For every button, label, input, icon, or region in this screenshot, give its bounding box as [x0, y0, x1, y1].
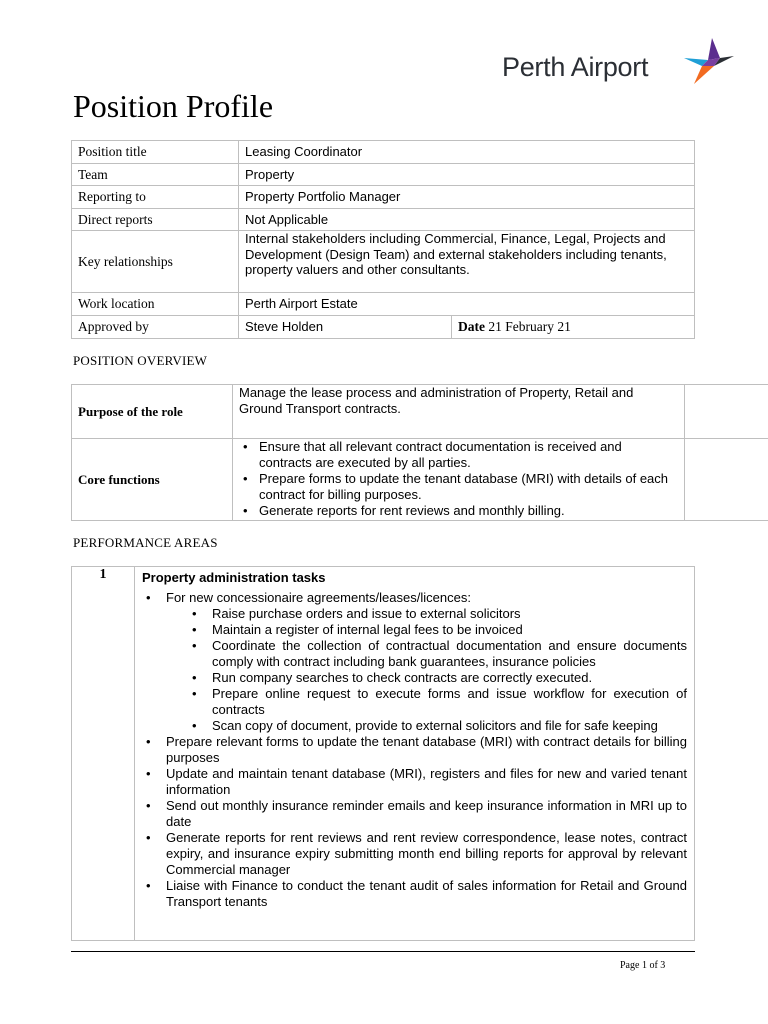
date-label: Date: [458, 319, 485, 334]
empty-cell: [685, 385, 768, 439]
sub-list-item: • Prepare online request to execute forms and issue workflow for execution of contracts: [212, 686, 687, 718]
sub-task-list: [166, 606, 687, 734]
section-heading-performance: PERFORMANCE AREAS: [73, 535, 218, 550]
page-title: Position Profile: [73, 88, 274, 124]
row-value: Leasing Coordinator: [239, 141, 695, 164]
row-value: Property: [239, 164, 695, 186]
list-item: • Generate reports for rent reviews and rent review correspondence, lease notes, contract expiry, and insurance expiry submitting month end billing reports for approval by relevant Commercial manager: [166, 830, 687, 878]
table-row: [72, 293, 695, 316]
row-label: Team: [72, 164, 239, 186]
table-row: [72, 164, 695, 186]
list-item: • Prepare relevant forms to update the tenant database (MRI) with contract details for billing purposes: [166, 734, 687, 766]
purpose-label: Purpose of the role: [72, 385, 233, 439]
performance-table: [71, 566, 695, 941]
row-label: Approved by: [72, 316, 239, 339]
sub-list-item: • Coordinate the collection of contractual documentation and ensure documents comply with contract including bank guarantees, insurance policies: [212, 638, 687, 670]
position-info-table: [71, 140, 695, 339]
row-label: Reporting to: [72, 186, 239, 209]
purpose-text: Manage the lease process and administration of Property, Retail and Ground Transport contracts.: [233, 385, 685, 439]
list-item-text: For new concessionaire agreements/leases/licences:: [166, 590, 471, 605]
approval-date: [452, 316, 695, 339]
list-item: • Send out monthly insurance reminder emails and keep insurance information in MRI up to date: [166, 798, 687, 830]
date-value: 21 February 21: [488, 319, 571, 334]
row-label: Work location: [72, 293, 239, 316]
overview-table: [71, 384, 768, 521]
core-functions-list: [239, 439, 678, 519]
sub-list-item: • Maintain a register of internal legal fees to be invoiced: [212, 622, 687, 638]
row-label: Key relationships: [72, 231, 239, 293]
perth-airport-logo: [500, 36, 740, 92]
row-value: Perth Airport Estate: [239, 293, 695, 316]
table-row: [72, 567, 695, 941]
table-row: [72, 209, 695, 231]
table-row: [72, 439, 768, 521]
logo-text: Perth Airport: [502, 52, 649, 82]
area-tasks: [142, 590, 687, 910]
list-item: • Liaise with Finance to conduct the tenant audit of sales information for Retail and Ground Transport tenants: [166, 878, 687, 910]
core-label: Core functions: [72, 439, 233, 521]
table-row: [72, 231, 695, 293]
section-heading-overview: POSITION OVERVIEW: [73, 353, 208, 368]
sub-list-item: • Raise purchase orders and issue to external solicitors: [212, 606, 687, 622]
list-item: • Ensure that all relevant contract documentation is received and contracts are executed by all parties.: [259, 439, 678, 471]
sub-list-item: • Run company searches to check contracts are correctly executed.: [212, 670, 687, 686]
table-row: [72, 186, 695, 209]
list-item: • Prepare forms to update the tenant database (MRI) with details of each contract for billing purposes.: [259, 471, 678, 503]
page-number: Page 1 of 3: [620, 960, 666, 971]
perth-airport-star-icon: [676, 36, 736, 88]
task-list: [142, 590, 687, 910]
table-row: [72, 385, 768, 439]
row-value: Steve Holden: [239, 316, 452, 339]
sub-list-item: • Scan copy of document, provide to external solicitors and file for safe keeping: [212, 718, 687, 734]
core-functions: [233, 439, 685, 521]
list-item: • Update and maintain tenant database (MRI), registers and files for new and varied tenant information: [166, 766, 687, 798]
area-number: 1: [72, 567, 135, 941]
area-title: Property administration tasks: [142, 570, 326, 585]
row-value: Internal stakeholders including Commercial, Finance, Legal, Projects and Development (Design Team) and external stakeholders including tenants, property valuers and other consultants.: [239, 231, 695, 293]
list-item: • Generate reports for rent reviews and monthly billing.: [259, 503, 678, 519]
area-body: [135, 567, 695, 941]
footer-divider: [71, 951, 695, 952]
list-item: [166, 590, 687, 734]
table-row: [72, 316, 695, 339]
row-label: Direct reports: [72, 209, 239, 231]
row-label: Position title: [72, 141, 239, 164]
empty-cell: [685, 439, 768, 521]
row-value: Property Portfolio Manager: [239, 186, 695, 209]
row-value: Not Applicable: [239, 209, 695, 231]
table-row: [72, 141, 695, 164]
